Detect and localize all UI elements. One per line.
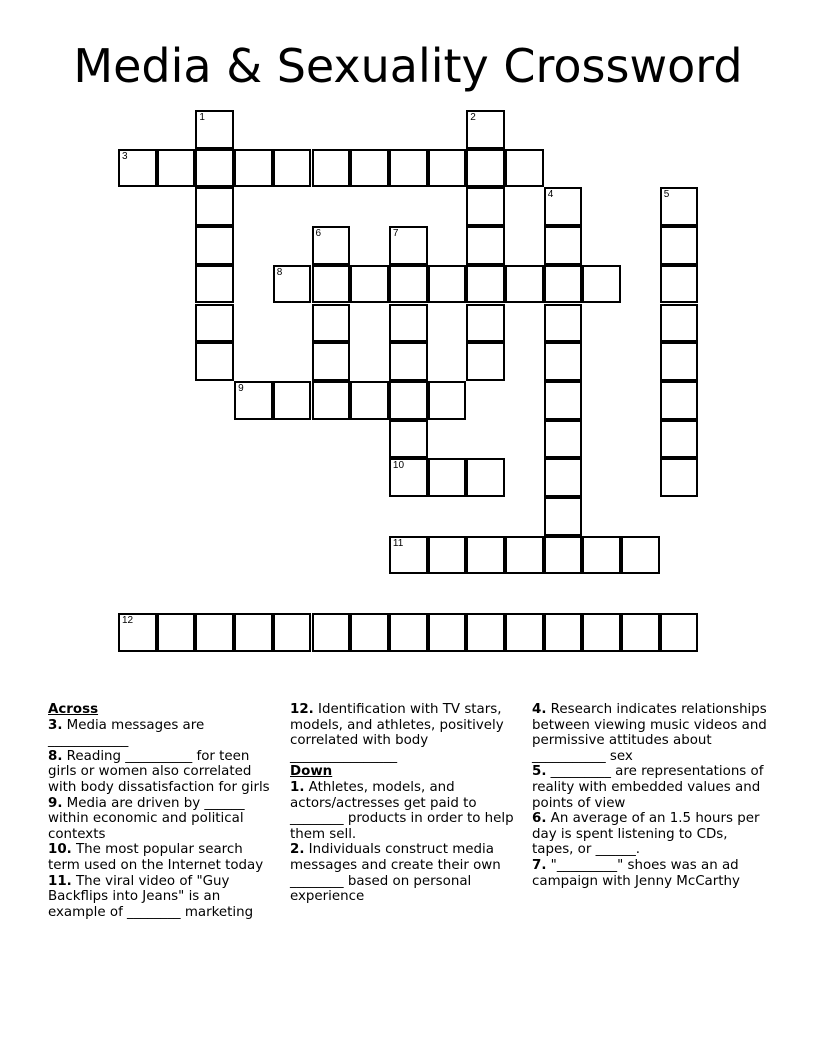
- grid-cell[interactable]: [195, 342, 234, 381]
- grid-cell[interactable]: [389, 536, 428, 575]
- clue-number: 3: [122, 150, 128, 162]
- grid-cell[interactable]: [234, 149, 273, 188]
- grid-cell[interactable]: [389, 304, 428, 343]
- grid-cell[interactable]: [195, 149, 234, 188]
- clue-across-8: 8. Reading __________ for teen girls or women also correlated with body dissatisfaction for girls: [48, 748, 270, 795]
- grid-cell[interactable]: [428, 536, 467, 575]
- grid-cell[interactable]: [234, 613, 273, 652]
- clue-across-9: 9. Media are driven by ______ within economic and political contexts: [48, 795, 245, 842]
- grid-cell[interactable]: [660, 226, 699, 265]
- grid-cell[interactable]: [350, 381, 389, 420]
- grid-cell[interactable]: [350, 149, 389, 188]
- grid-cell[interactable]: [660, 381, 699, 420]
- clue-number: 8: [276, 266, 283, 278]
- grid-cell[interactable]: [544, 458, 583, 497]
- clue-across-12: 12. Identification with TV stars, models, and athletes, positively correlated with body ________________: [290, 702, 504, 764]
- grid-cell[interactable]: [660, 613, 699, 652]
- grid-cell[interactable]: [118, 613, 157, 652]
- grid-cell[interactable]: [660, 458, 699, 497]
- grid-cell[interactable]: [582, 265, 621, 304]
- clue-down-2: 2. Individuals construct media messages and create their own ________ based on personal experience: [290, 842, 501, 905]
- grid-cell[interactable]: [505, 536, 544, 575]
- grid-cell[interactable]: [544, 304, 583, 343]
- clue-number: 7: [392, 228, 399, 240]
- grid-cell[interactable]: [389, 420, 428, 459]
- grid-cell[interactable]: [544, 420, 583, 459]
- grid-cell[interactable]: [273, 149, 312, 188]
- grid-cell[interactable]: [544, 536, 583, 575]
- grid-cell[interactable]: [389, 149, 428, 188]
- clue-number: 11: [392, 537, 404, 549]
- grid-cell[interactable]: [389, 226, 428, 265]
- grid-cell[interactable]: [544, 497, 583, 536]
- grid-cell[interactable]: [660, 265, 699, 304]
- grid-cell[interactable]: [428, 381, 467, 420]
- grid-cell[interactable]: [544, 342, 583, 381]
- grid-cell[interactable]: [273, 613, 312, 652]
- grid-cell[interactable]: [389, 381, 428, 420]
- across-heading: Across: [48, 702, 99, 717]
- grid-cell[interactable]: [466, 536, 505, 575]
- grid-cell[interactable]: [621, 613, 660, 652]
- grid-cell[interactable]: [428, 613, 467, 652]
- page-title: Media & Sexuality Crossword: [73, 39, 743, 93]
- clue-number: 2: [470, 112, 476, 123]
- grid-cell[interactable]: [273, 265, 312, 304]
- grid-cell[interactable]: [466, 187, 505, 226]
- grid-cell[interactable]: [660, 187, 699, 226]
- grid-cell[interactable]: [312, 304, 351, 343]
- grid-cell[interactable]: [621, 536, 660, 575]
- grid-cell[interactable]: [118, 149, 157, 188]
- grid-cell[interactable]: [350, 265, 389, 304]
- grid-cell[interactable]: [466, 226, 505, 265]
- clues-column-3: [532, 702, 772, 889]
- grid-cell[interactable]: [389, 613, 428, 652]
- grid-cell[interactable]: [505, 265, 544, 304]
- grid-cell[interactable]: [544, 265, 583, 304]
- grid-cell[interactable]: [273, 381, 312, 420]
- grid-cell[interactable]: [466, 265, 505, 304]
- grid-cell[interactable]: [312, 381, 351, 420]
- grid-cell[interactable]: [582, 613, 621, 652]
- clue-down-6: 6. An average of an 1.5 hours per day is spent listening to CDs, tapes, or ______.: [532, 811, 760, 858]
- clue-number: 6: [315, 228, 322, 240]
- grid-cell[interactable]: [312, 613, 351, 652]
- grid-cell[interactable]: [312, 226, 351, 265]
- grid-cell[interactable]: [389, 342, 428, 381]
- grid-cell[interactable]: [312, 149, 351, 188]
- grid-cell[interactable]: [195, 265, 234, 304]
- clue-number: 12: [122, 615, 134, 627]
- clue-number: 9: [238, 382, 244, 394]
- grid-cell[interactable]: [428, 265, 467, 304]
- grid-cell[interactable]: [195, 110, 234, 149]
- clue-down-7: 7. "_________" shoes was an ad campaign with Jenny McCarthy: [532, 857, 740, 889]
- clue-down-5: 5. _________ are representations of reality with embedded values and points of view: [532, 764, 764, 811]
- grid-cell[interactable]: [505, 613, 544, 652]
- grid-cell[interactable]: [195, 187, 234, 226]
- grid-cell[interactable]: [195, 613, 234, 652]
- grid-cell[interactable]: [466, 458, 505, 497]
- grid-cell[interactable]: [466, 613, 505, 652]
- grid-cell[interactable]: [389, 265, 428, 304]
- clue-across-11: 11. The viral video of "Guy Backflips into Jeans" is an example of ________ marketing: [48, 873, 254, 920]
- grid-cell[interactable]: [544, 613, 583, 652]
- grid-cell[interactable]: [544, 226, 583, 265]
- clue-number: 10: [392, 460, 405, 472]
- grid-cell[interactable]: [312, 265, 351, 304]
- clue-number: 5: [663, 189, 670, 201]
- down-heading: Down: [290, 764, 333, 780]
- grid-cell[interactable]: [660, 342, 699, 381]
- grid-cell[interactable]: [350, 613, 389, 652]
- grid-cell[interactable]: [466, 304, 505, 343]
- clue-number: 4: [547, 189, 554, 201]
- clue-number: 1: [199, 112, 205, 123]
- clue-down-4: 4. Research indicates relationships between viewing music videos and permissive attitudes about ___________ sex: [532, 702, 767, 764]
- grid-cell[interactable]: [195, 304, 234, 343]
- grid-cell[interactable]: [505, 149, 544, 188]
- clues-column-2: [290, 702, 522, 905]
- clue-down-1: 1. Athletes, models, and actors/actresses get paid to ________ products in order to help them sell.: [290, 779, 514, 842]
- grid-cell[interactable]: [157, 613, 196, 652]
- grid-cell[interactable]: [428, 149, 467, 188]
- grid-cell[interactable]: [428, 458, 467, 497]
- grid-cell[interactable]: [389, 458, 428, 497]
- grid-cell[interactable]: [157, 149, 196, 188]
- grid-cell[interactable]: [466, 110, 505, 149]
- grid-cell[interactable]: [312, 342, 351, 381]
- clue-across-3: 3. Media messages are ____________: [48, 717, 205, 749]
- grid-cell[interactable]: [195, 226, 234, 265]
- grid-cell[interactable]: [544, 187, 583, 226]
- clues-column-1: [48, 702, 278, 920]
- grid-cell[interactable]: [234, 381, 273, 420]
- grid-cell[interactable]: [582, 536, 621, 575]
- grid-cell[interactable]: [466, 342, 505, 381]
- grid-cell[interactable]: [544, 381, 583, 420]
- grid-cell[interactable]: [660, 304, 699, 343]
- clue-across-10: 10. The most popular search term used on the Internet today: [48, 842, 264, 873]
- grid-cell[interactable]: [466, 149, 505, 188]
- grid-cell[interactable]: [660, 420, 699, 459]
